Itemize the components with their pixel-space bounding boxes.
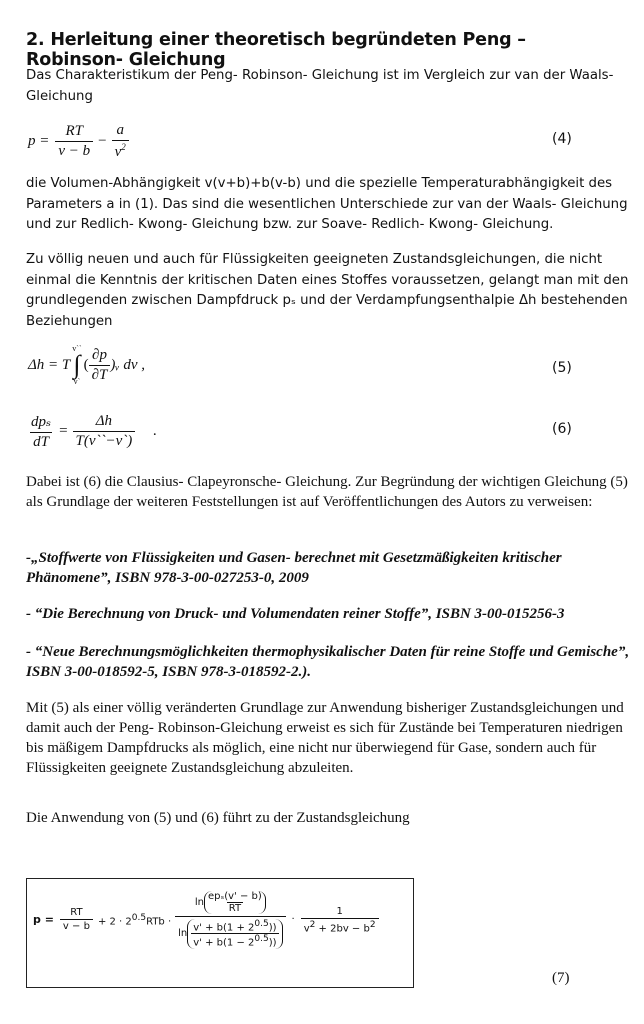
eq4-num1: RT [65, 123, 84, 139]
eq6-num2: Δh [95, 413, 113, 429]
equation-7-box [26, 878, 414, 988]
eq7-num1: RT [70, 907, 83, 919]
paragraph-2: die Volumen-Abhängigkeit v(v+b)+b(v-b) und die spezielle Temperaturabhängigkeit des Parameters a in (1). Das sind die wesentlichen Unterschiede zur van der Waals- Gleichung und zur Redlich- Kwong- Gleichung bzw. zur Soave- Redlich- Kwong- Gleichung. [26, 176, 628, 232]
eq7-close-a: )) [268, 922, 277, 934]
eq7-exp2b: 0.5 [254, 934, 269, 945]
eq4-lhs: p = [28, 133, 50, 149]
paragraph-6: Die Anwendung von (5) und (6) führt zu der Zustandsgleichung [26, 810, 410, 826]
eq7-ln-bot: ln [178, 928, 188, 940]
eq6-dot: . [153, 423, 158, 439]
paragraph-3: Zu völlig neuen und auch für Flüssigkeiten geeigneten Zustandsgleichungen, die nicht einmal die Kenntnis der kritischen Daten eines Stoffes voraussetzen, gelangt man mit den grundlegenden zwischen Dampfdruck pₛ und der Verdampfungsenthalpie Δh bestehenden Beziehungen [26, 252, 629, 329]
eq7-exp: 0.5 [131, 912, 147, 923]
eq7-ln-top-num: epₛ(v' − b) [208, 891, 262, 902]
eq5-lhs: Δh = T [28, 356, 71, 373]
eq7-number: (7) [552, 970, 570, 986]
eq5-upper: v`` [72, 344, 82, 353]
eq6-den2: T(v``−v`) [73, 431, 136, 450]
eq7-plus: + 2 · 2 [97, 915, 132, 927]
eq6-number: (6) [552, 421, 572, 437]
eq4-den1: v − b [55, 141, 93, 160]
paragraph-4: Dabei ist (6) die Clausius- Clapeyronsche- Gleichung. Zur Begründung der wichtigen Gleichung (5) als Grundlage der weiteren Feststellungen ist auf Veröffentlichungen des Autors zu verweisen: [26, 474, 628, 510]
eq5-number: (5) [552, 360, 572, 376]
equation-6 [28, 412, 157, 451]
reference-3: - “Neue Berechnungsmöglichkeiten thermophysikalischer Daten für reine Stoffe und Gemische”, ISBN 3-00-018592-5, ISBN 978-3-018592-2.). [26, 644, 630, 680]
equation-5: Δh = T v`` ∫ v` ( $\frac{\partial p}{\partial T}$ )ᵥ dv , [28, 344, 145, 386]
eq4-minus: − [98, 133, 107, 149]
eq7-rtb: RTb · [146, 915, 172, 927]
eq4-number: (4) [552, 131, 572, 147]
eq6-num: dpₛ [31, 414, 52, 430]
eq7-ln-top: ln [194, 897, 204, 908]
eq7-ln-bot-den: v' + b(1 − 2 [193, 937, 255, 949]
paragraph-5: Mit (5) als einer völlig veränderten Grundlage zur Anwendung bisheriger Zustandsgleichungen und damit auch der Peng- Robinson-Gleichung erweist es sich für Zustände bei Temperaturen niedrigen bis mäßigem Dampfdrucks als möglich, eine nicht nur überwiegend für Gase, sondern auch für Flüssigkeiten geeignete Zustandsgleichung abzuleiten. [26, 700, 624, 776]
eq5-lower: v` [73, 377, 81, 386]
reference-1: -„Stoffwerte von Flüssigkeiten und Gasen- berechnet mit Gesetzmäßigkeiten kritischer Phänomene”, ISBN 978-3-00-027253-0, 2009 [26, 550, 562, 586]
intro-paragraph: Das Charakteristikum der Peng- Robinson- Gleichung ist im Vergleich zur van der Waals- Gleichung [26, 68, 614, 104]
eq7-ln-bot-num: v' + b(1 + 2 [193, 922, 255, 934]
eq4-den2-exp: 2 [121, 142, 126, 152]
eq7-den3: v [303, 922, 310, 934]
section-title: 2. Herleitung einer theoretisch begründeten Peng – Robinson- Gleichung [26, 30, 526, 70]
eq7-mult: · [291, 914, 295, 926]
eq7-exp2a: 0.5 [254, 919, 269, 929]
eq7-sq: 2 [369, 919, 376, 930]
eq4-num2: a [116, 122, 124, 138]
integral-sign: v`` ∫ v` [72, 344, 82, 386]
equation-4 [28, 122, 129, 161]
eq7-den1: v − b [60, 919, 93, 932]
eq7-den3-tail: + 2bv − b [315, 922, 370, 934]
eq4-den2: v [114, 144, 122, 160]
eq7-close-b: )) [268, 937, 277, 949]
eq6-den: dT [30, 432, 52, 451]
eq7-num3: 1 [336, 905, 343, 917]
reference-2: - “Die Berechnung von Druck- und Volumendaten reiner Stoffe”, ISBN 3-00-015256-3 [26, 606, 565, 622]
eq6-equals: = [59, 423, 68, 439]
eq5-tail: )ᵥ dv , [110, 356, 145, 373]
eq5-den: ∂T [89, 365, 111, 384]
eq7-lhs: p = [33, 913, 54, 927]
eq7-ln-top-den: RT [228, 903, 242, 914]
eq5-num: ∂p [92, 346, 107, 363]
equation-7: p = $\frac{RT}{v - b}$ + $2 \cdot 2^{0.5}RTb$ · ln epₛ(v' − b) RT ln $v' + b(1 + 2^{0.5})$) $v' + b(1 - 2^{0.5})$) · $\frac{1}{v^2 + 2bv - b^2}$ [33, 891, 407, 949]
